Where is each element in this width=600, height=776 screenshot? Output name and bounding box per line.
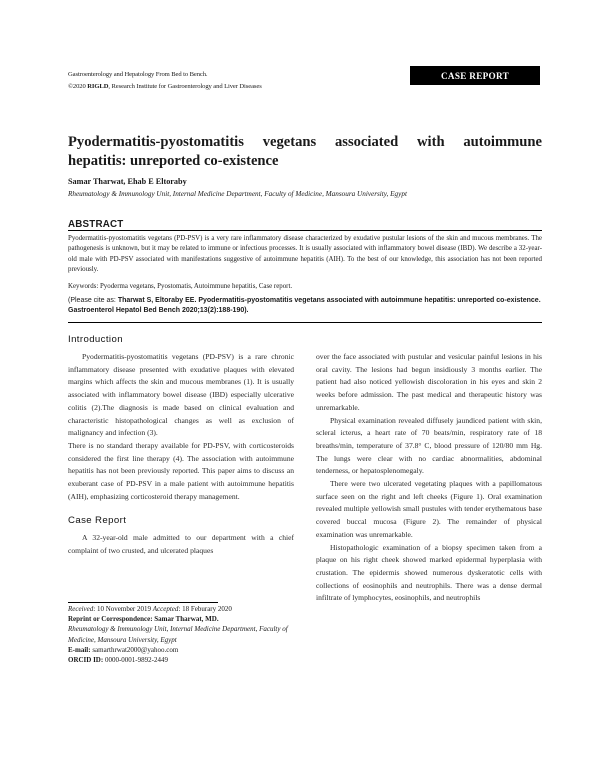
histopathology-paragraph: Histopathologic examination of a biopsy specimen taken from a plaque on his right cheek showed marked epidermal hyperplasia with crustation. The epidermis showed numerous dyskeratotic cells with collections of eosinophils and neutrophils. There was a dense dermal infiltrate of lymphocytes, eosinophils, and neutrophils [316, 542, 542, 603]
email-label: E-mail: [68, 645, 91, 654]
orcid-line [68, 655, 294, 665]
keywords [68, 283, 292, 290]
article-footnote [68, 604, 294, 665]
received-date: : 10 November 2019 [93, 605, 153, 613]
journal-copyright [68, 83, 262, 90]
correspondence-line [68, 614, 294, 624]
authors: Samar Tharwat, Ehab E Eltoraby [68, 177, 187, 186]
copyright-prefix: ©2020 [68, 83, 88, 90]
introduction-paragraph-2: There is no standard therapy available for PD-PSV, with corticosteroids considered the first line therapy (4). The association with autoimmune hepatitis has not been previously reported. This paper aims to discuss an exuberant case of PD-PSV in a male patient with autoimmune hepatitis (AIH), emphasizing corticosteroid therapy management. [68, 440, 294, 501]
correspondence-affiliation: Rheumatology & Immunology Unit, Internal Medicine Department, Faculty of Medicine, Mansoura University, Egypt [68, 625, 288, 644]
introduction-paragraph-1: Pyodermatitis-pyostomatitis vegetans (PD-PSV) is a rare chronic inflammatory disease presented with exudative plaques with elevated margins which affects the skin and mucous membranes (1). It is usually associated with inflammatory bowel disease (IBD) especially ulcerative colitis (2).The diagnosis is made based on clinical evaluation and characteristic histopathological changes as well as exclusion of malignancy and infection (3). [68, 352, 294, 438]
journal-name: Gastroenterology and Hepatology From Bed to Bench. [68, 71, 208, 78]
email-line [68, 645, 294, 655]
article-type-badge: CASE REPORT [410, 66, 540, 85]
citation [68, 296, 542, 316]
orcid-id: 0000-0001-9892-2449 [103, 656, 168, 665]
right-column [316, 351, 542, 605]
case-report-paragraph-1: A 32-year-old male admitted to our department with a chief complaint of two crusted, and ulcerated plaques [68, 533, 294, 556]
abstract-heading: ABSTRACT [68, 219, 124, 230]
accepted-label: Accepted [152, 605, 179, 613]
keywords-list: : Pyoderma vegetans, Pyostomatis, Autoimmune hepatitis, Case report. [96, 283, 293, 290]
left-column [68, 334, 294, 558]
case-report-heading: Case Report [68, 515, 127, 527]
copyright-org-name: , Research Institute for Gastroenterology and Liver Diseases [108, 83, 262, 90]
orcid-label: ORCID ID: [68, 656, 104, 665]
footnote-divider [68, 602, 218, 603]
abstract-text: Pyodermatitis-pyostomatitis vegetans (PD-PSV) is a very rare inflammatory disease characterized by exudative pustular lesions of the skin and mucous membranes. The pathogenesis is unknown, but it may be related to immune or infectious processes. It is usually associated with inflammatory bowel disease (IBD). We describe a 32-year-old male with PD-PSV associated with manifestations suggestive of autoimmune hepatitis (AIH). To the best of our knowledge, this association has not been reported previously. [68, 235, 542, 274]
citation-divider [68, 322, 542, 323]
article-title: Pyodermatitis-pyostomatitis vegetans associated with autoimmune hepatitis: unreported co-existence [68, 134, 542, 169]
dates-line [68, 604, 294, 614]
abstract-divider [68, 230, 542, 231]
lesions-paragraph: There were two ulcerated vegetating plaques with a papillomatous surface seen on the right and left cheeks (Figure 1). Oral examination revealed multiple yellowish small pustules with tender erythematous base covered buccal mucosa (Figure 2). The remainder of physical examination was unremarkable. [316, 479, 542, 539]
correspondence-label: Reprint or Correspondence [68, 615, 151, 624]
physical-exam-paragraph: Physical examination revealed diffusely jaundiced patient with skin, scleral icterus, a heart rate of 70 beats/min, respiratory rate of 18 breaths/min, temperature of 37.8° C, blood pressure of 120/80 mm Hg. The lungs were clear with no cardiac abnormalities, abdominal tenderness, or hepatosplenomegaly. [316, 415, 542, 476]
correspondence-name: : Samar Tharwat, MD. [150, 615, 219, 624]
keywords-label: Keywords [68, 283, 97, 290]
introduction-heading: Introduction [68, 334, 123, 345]
affiliation: Rheumatology & Immunology Unit, Internal Medicine Department, Faculty of Medicine, Mansoura University, Egypt [68, 190, 407, 198]
accepted-date: : 18 Feburary 2020 [178, 605, 232, 613]
citation-reference: Tharwat S, Eltoraby EE. Pyodermatitis-pyostomatitis vegetans associated with autoimmune hepatitis: unreported co-existence. Gastroenterol Hepatol Bed Bench 2020;13(2):188-190). [68, 297, 541, 314]
received-label: Received [68, 605, 94, 613]
email-address[interactable]: samarthrwat2000@yahoo.com [90, 645, 179, 654]
case-paragraph-continued: over the face associated with pustular and vesicular painful lesions in his oral cavity. The lesions had begun insidiously 3 months earlier. The patient had also noticed yellowish discoloration in his eyes and skin 2 weeks before admission. The past medical and therapeutic history was unremarkable. [316, 352, 542, 412]
copyright-org-abbrev: RIGLD [87, 83, 109, 90]
citation-prefix: (Please cite as: [68, 297, 118, 304]
